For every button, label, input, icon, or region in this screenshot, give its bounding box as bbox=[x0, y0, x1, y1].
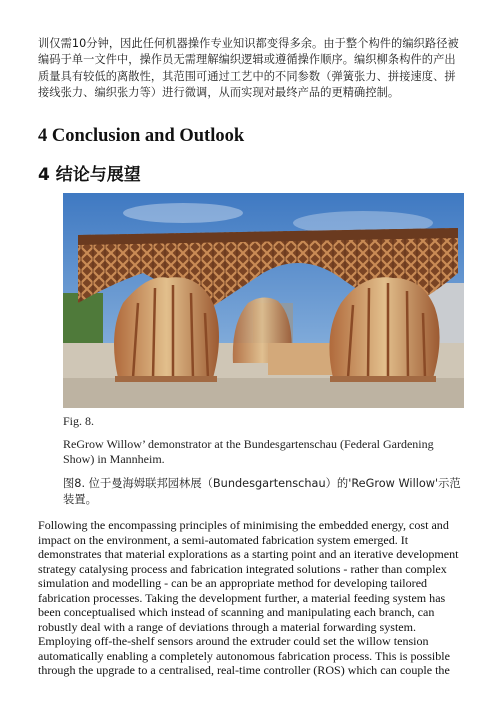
section-heading-english: 4 Conclusion and Outlook bbox=[38, 126, 245, 146]
figure-caption-english: ReGrow Willow’ demonstrator at the Bundesgartenschau (Federal Gardening Show) in Mannheim. bbox=[63, 437, 434, 466]
section-heading-chinese: 4 结论与展望 bbox=[38, 165, 141, 185]
figure-label: Fig. 8. bbox=[63, 414, 95, 428]
chinese-paragraph: 训仅需10分钟，因此任何机器操作专业知识都变得多余。由于整个构件的编织路径被编码于单一文件中，操作员无需理解编织逻辑或遵循操作顺序。编织柳条构件的产出质量具有较低的离散性，其范围可通过工艺中的不同参数（弹簧张力、拼接速度、拼接线张力、编织张力等）进行微调，从而实现对最终产品的更精确控制。 bbox=[38, 37, 459, 100]
figure-caption-chinese: 图8. 位于曼海姆联邦园林展（Bundesgartenschau）的'ReGrow Willow'示范装置。 bbox=[63, 477, 461, 506]
body-paragraph-english: Following the encompassing principles of minimising the embedded energy, cost and impact on the environment, a semi-automated fabrication system emerged. It demonstrates that material explorations as a starting point and an iterative development strategy catalysing process and fabrication integrated solutions - rather than complex simulation and modelling - can be an appropriate method for developing tailored fabrication processes. Taking the development further, a material feeding system has been conceptualised which instead of scanning and manipulating each branch, can robustly deal with a range of deviations through a material forwarding system. Employing off-the-shelf sensors around the extruder could set the willow tension automatically enabling a completely autonomous fabrication process. This is possible through the upgrade to a centralised, real-time controller (ROS) which can couple the bbox=[38, 518, 459, 678]
figure-photo bbox=[63, 193, 464, 408]
